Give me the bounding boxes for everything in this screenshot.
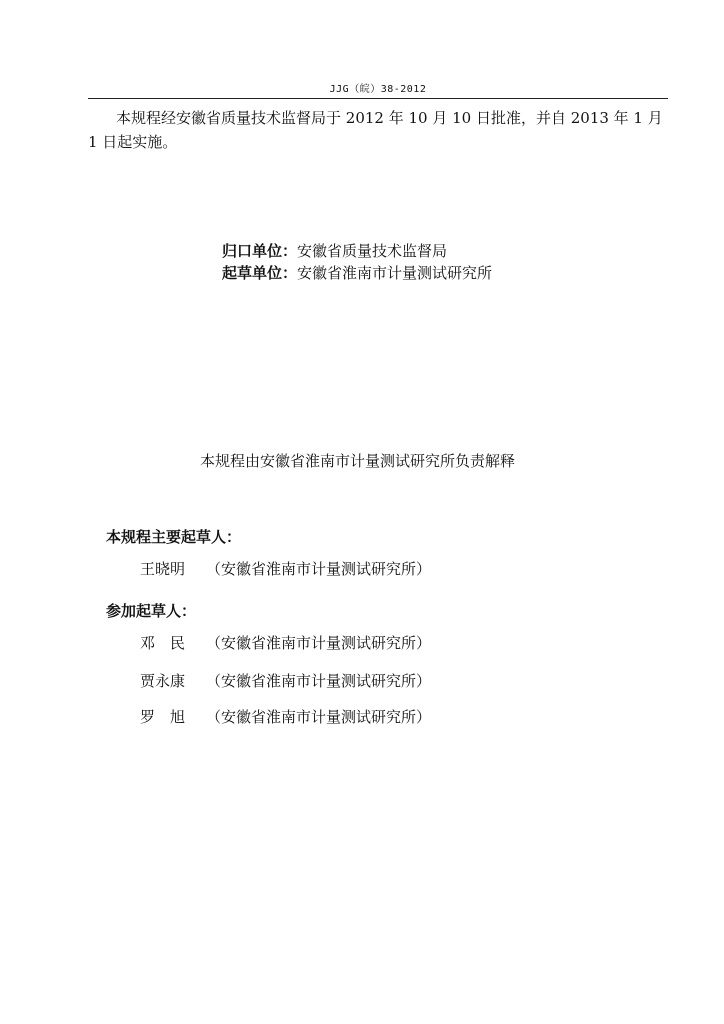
- drafter-name: 王晓明: [140, 560, 186, 578]
- drafter-row: [140, 670, 431, 691]
- participating-drafters-title: 参加起草人：: [106, 602, 197, 620]
- drafter-org: （安徽省淮南市计量测试研究所）: [206, 634, 432, 652]
- drafter-row: [140, 558, 431, 579]
- drafter-org: （安徽省淮南市计量测试研究所）: [206, 708, 432, 726]
- responsible-unit-label: 归口单位：: [222, 242, 298, 260]
- interpretation-statement: 本规程由安徽省淮南市计量测试研究所负责解释: [200, 452, 516, 470]
- drafter-row: [140, 706, 431, 727]
- drafter-row: [140, 632, 431, 653]
- approval-statement: 本规程经安徽省质量技术监督局于 2012 年 10 月 10 日批准，并自 2013 年 1 月 1 日起实施。: [88, 109, 663, 151]
- drafting-unit-value: 安徽省淮南市计量测试研究所: [297, 264, 493, 282]
- page-header-code: JJG（皖）38-2012: [329, 84, 427, 95]
- units-block: [222, 240, 492, 284]
- responsible-unit-value: 安徽省质量技术监督局: [297, 242, 448, 260]
- drafter-name: 罗 旭: [140, 708, 186, 726]
- responsible-unit: [222, 240, 492, 262]
- drafter-name: 邓 民: [140, 634, 186, 652]
- drafter-org: （安徽省淮南市计量测试研究所）: [206, 672, 432, 690]
- drafter-org: （安徽省淮南市计量测试研究所）: [206, 560, 432, 578]
- main-drafters-title: 本规程主要起草人：: [106, 528, 242, 546]
- drafting-unit-label: 起草单位：: [222, 264, 298, 282]
- drafting-unit: [222, 262, 492, 284]
- drafter-name: 贾永康: [140, 672, 186, 690]
- header-divider: [88, 98, 668, 99]
